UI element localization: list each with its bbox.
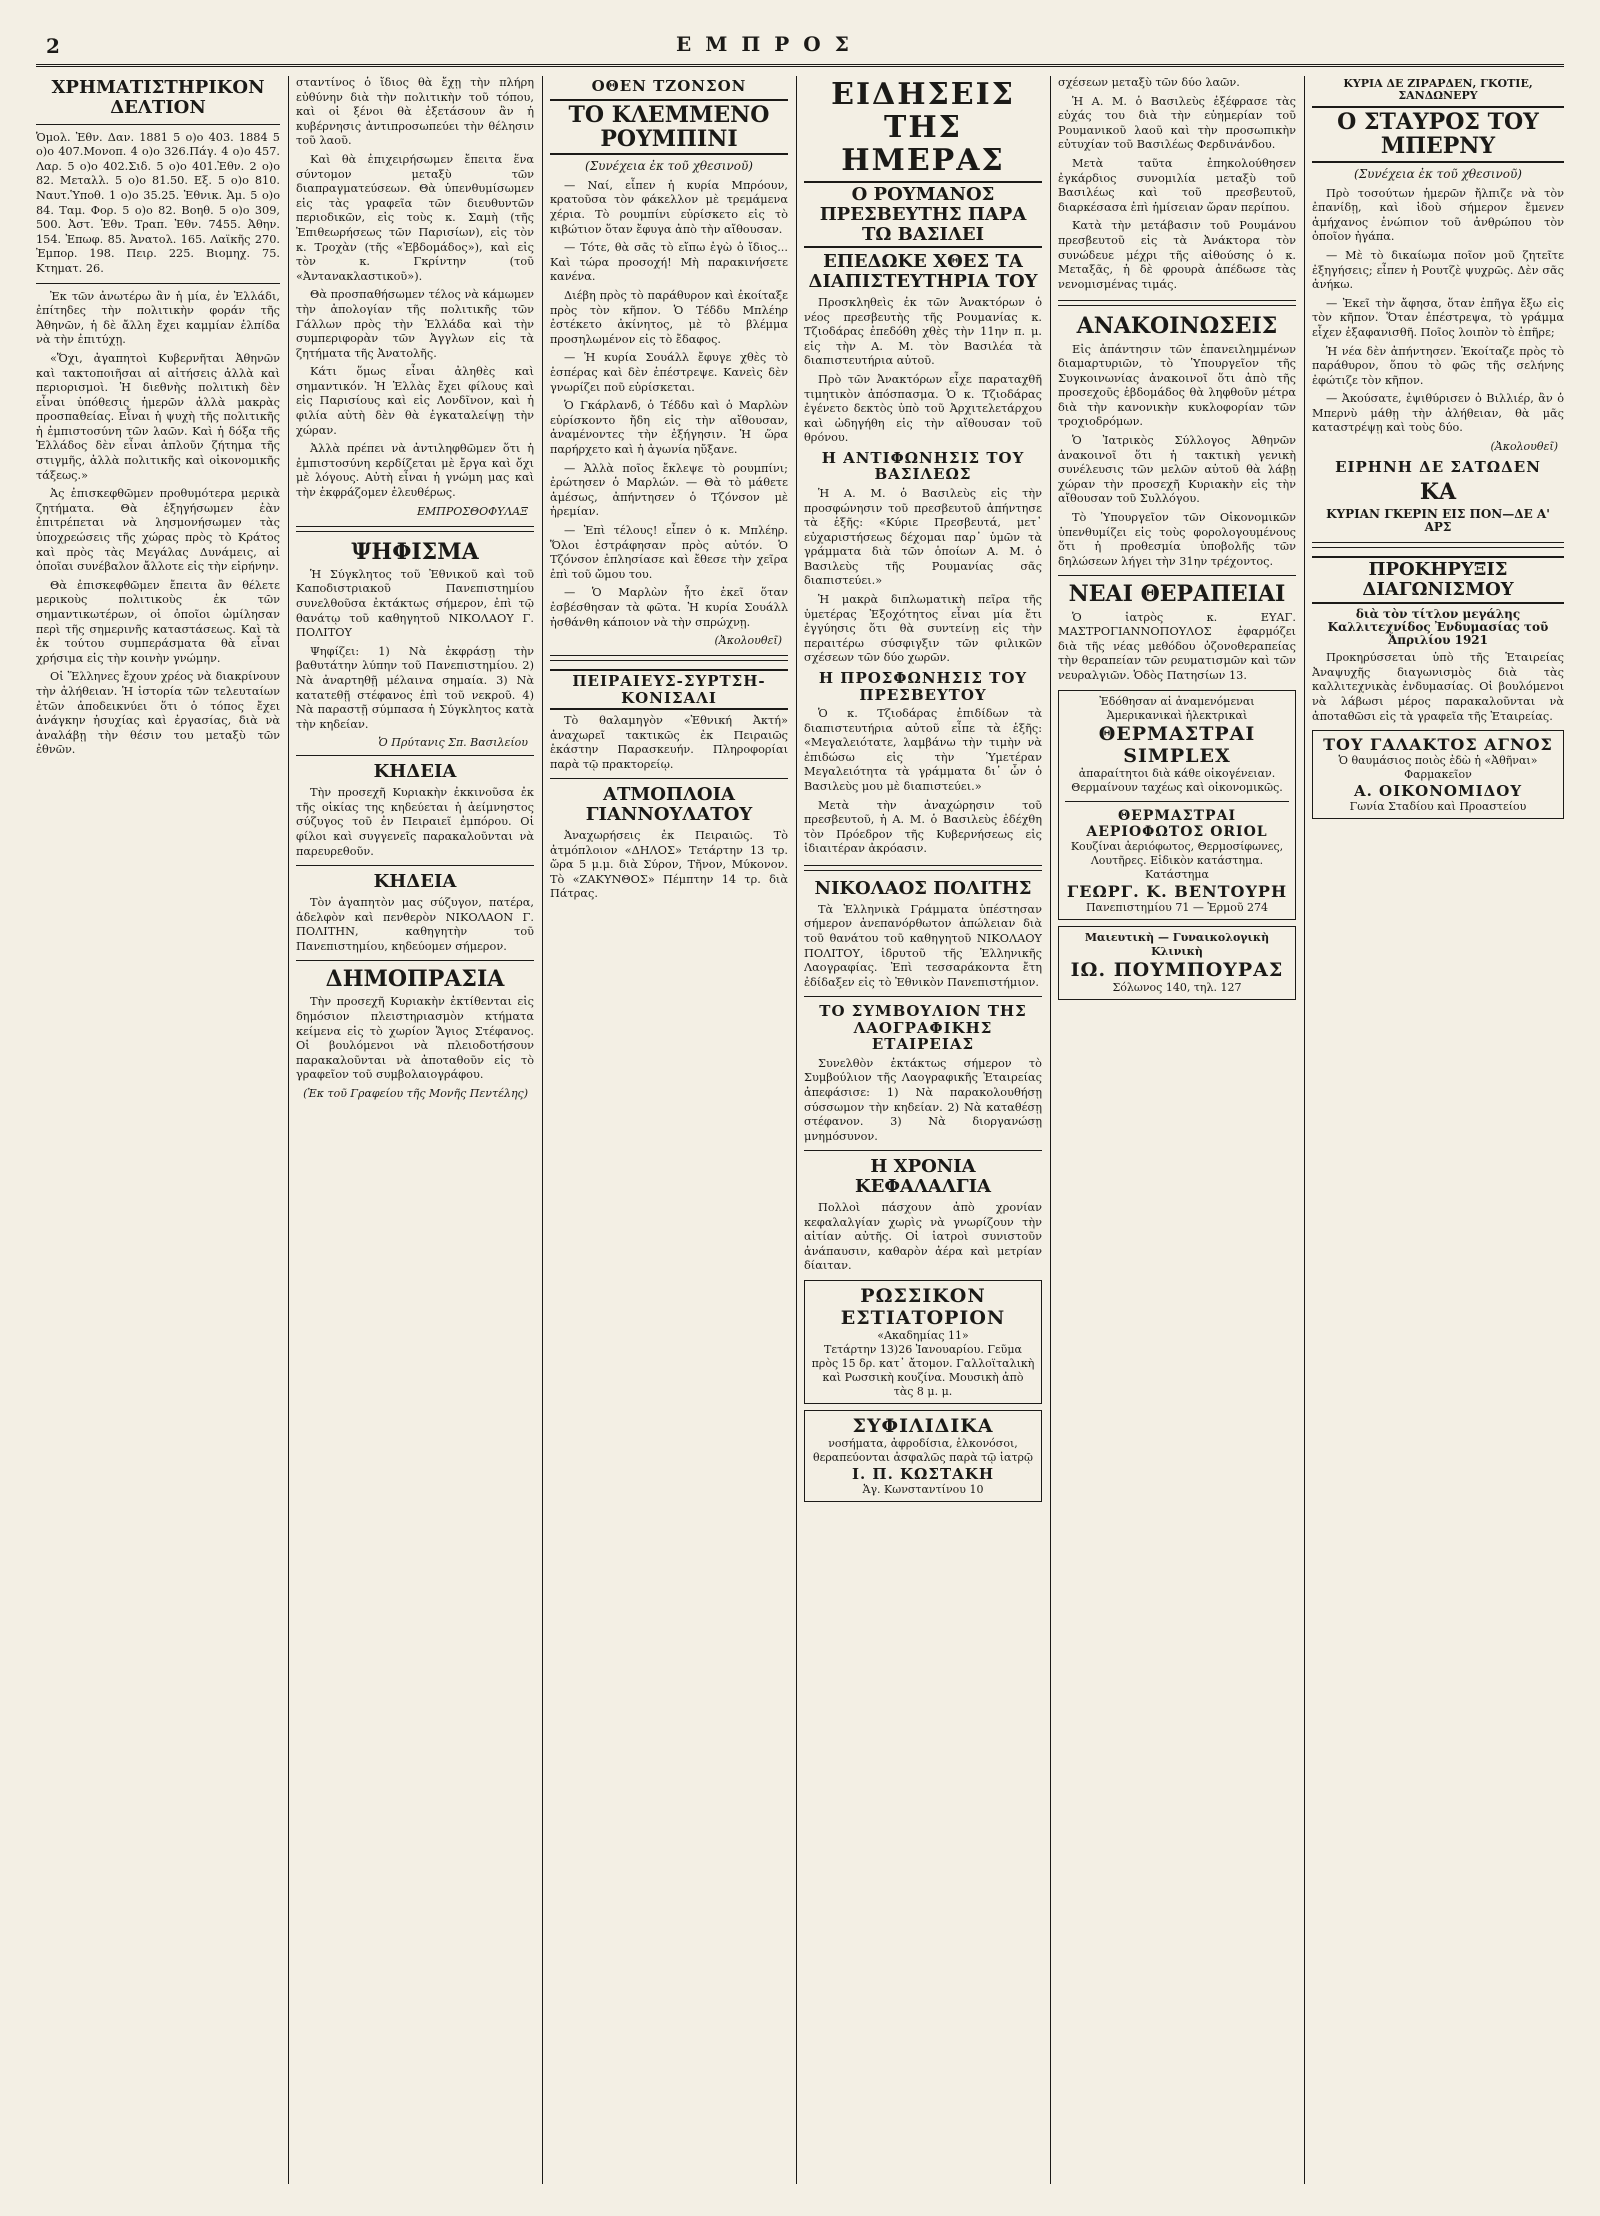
auction-title: ΔΗΜΟΠΡΑΣΙΑ: [325, 966, 505, 993]
subheadline: ΕΠΕΔΩΚΕ ΧΘΕΣ ΤΑ ΔΙΑΠΙΣΤΕΥΤΗΡΙΑ ΤΟΥ: [808, 251, 1038, 293]
article-paragraph: σταντίνος ὁ ἴδιος θὰ ἔχῃ τὴν πλήρη εὐθύνην διὰ τὴν πολιτικὴν τοῦ τόπου, καὶ οἱ ξένοι θὰ ἐξετάσουν ἂν ἡ κυβέρνησις ἀντιπροσωπεύει τὴν θέλησιν τοῦ λαοῦ.: [296, 76, 534, 148]
store-name: ΓΕΩΡΓ. Κ. ΒΕΝΤΟΥΡΗ: [1066, 881, 1288, 901]
story-continued: (Ἀκολουθεῖ): [714, 634, 782, 648]
story-paragraph: — Τότε, θὰ σᾶς τὸ εἴπω ἐγὼ ὁ ἴδιος... Καὶ τώρα προσοχή! Μὴ παρακινήσετε κανένα.: [550, 241, 788, 284]
story-kicker: ΚΥΡΙΑ ΔΕ ΖΙΡΑΡΔΕΝ, ΓΚΟΤΙΕ, ΣΑΝΔΩΝΕΡΥ: [1343, 77, 1533, 103]
column-rule: [796, 76, 797, 2184]
vote-title: ΨΗΦΙΣΜΑ: [351, 538, 479, 565]
pharmacy-ad-text: Ὁ θαυμάσιος ποιὸς ἐδὼ ἡ «Ἀθῆναι» Φαρμακεῖον: [1338, 754, 1538, 782]
funeral-title: ΚΗΔΕΙΑ: [373, 761, 457, 783]
auction-signature: (Ἐκ τοῦ Γραφείου τῆς Μονῆς Πεντέλης): [303, 1087, 528, 1101]
story-paragraph: — Ναί, εἶπεν ἡ κυρία Μπρόουν, κρατοῦσα τὸν φάκελλον μὲ τρεμάμενα χέρια. Τὸ ρουμπίνι εὑρίσκετο εἰς τὸ κιβώτιον ὅταν ἔφυγα ἀπὸ τὴν αἴθουσαν.: [550, 178, 788, 236]
divider: [36, 283, 280, 284]
column-6: [1312, 76, 1564, 2184]
vote-signature: Ὁ Πρύτανις Σπ. Βασιλείου: [378, 736, 528, 750]
news-paragraph: Κατὰ τὴν μετάβασιν τοῦ Ρουμάνου πρεσβευτοῦ εἰς τὰ Ἀνάκτορα τὸν συνώδευε μέχρι τῆς αἰθούσης ὁ κ. Μεταξᾶς, ἡ δὲ φρουρὰ ἀπέδωσε τὰς νενομισμένας τιμάς.: [1058, 219, 1296, 291]
clinic-ad: [1058, 926, 1296, 1000]
story-title: ΤΟ ΚΛΕΜΜΕΝΟ ΡΟΥΜΠΙΝΙ: [550, 99, 788, 155]
divider: [550, 655, 788, 661]
divider: [550, 778, 788, 779]
column-rule: [1050, 76, 1051, 2184]
story-paragraph: Διέβη πρὸς τὸ παράθυρον καὶ ἐκοίταξε πρὸς τὸν κῆπον. Ὁ Τέδδυ Μπλέηρ ἐστέκετο ἀκίνητος, μὲ τὸ βλέμμα προσηλωμένον εἰς τὸ ἔδαφος.: [550, 289, 788, 346]
column-3: [550, 76, 788, 2184]
author-signature: ΕΜΠΡΟΣΘΟΦΥΛΑΞ: [416, 504, 528, 518]
divider: [804, 1150, 1042, 1151]
article-paragraph: Κάτι ὅμως εἶναι ἀληθὲς καὶ σημαντικόν. Ἡ Ἑλλὰς ἔχει φίλους καὶ εἰς Παρισίους καὶ εἰς Λονδῖνον, καὶ ἡ φιλία αὐτὴ δὲν θὰ ἐγκαταλείψῃ τὴν χώραν.: [296, 365, 534, 437]
divider: [1065, 801, 1289, 802]
vote-paragraph: Ψηφίζει: 1) Νὰ ἐκφράσῃ τὴν βαθυτάτην λύπην τοῦ Πανεπιστημίου. 2) Νὰ ἀναρτηθῇ μέλαινα σημαία. 3) Νὰ κατατεθῇ στέφανος ἐπὶ τοῦ νεκροῦ. 4) Νὰ παραστῇ σύμπασα ἡ Σύγκλητος κατὰ τὴν κηδείαν.: [296, 644, 534, 731]
pharmacy-ad-name: Α. ΟΙΚΟΝΟΜΙΔΟΥ: [1353, 782, 1523, 801]
story-paragraph: — Ὁ Μαρλὼν ἦτο ἐκεῖ ὅταν ἐσβέσθησαν τὰ φῶτα. Ἡ κυρία Σουάλλ ἠσθάνθη κάποιον νὰ τὴν σπρώχνῃ.: [550, 586, 788, 629]
health-paragraph: Πολλοὶ πάσχουν ἀπὸ χρονίαν κεφαλαλγίαν χωρὶς νὰ γνωρίζουν τὴν αἰτίαν αὐτῆς. Οἱ ἰατροὶ συνιστοῦν ἀνάπαυσιν, καθαρὸν ἀέρα καὶ μετρίαν δίαιταν.: [804, 1201, 1042, 1273]
news-paragraph: Ἡ μακρὰ διπλωματικὴ πεῖρα τῆς ὑμετέρας Ἐξοχότητος εἶναι μία ἔτι ἐγγύησις ὅτι θὰ συντείνῃ εἰς τὴν περαιτέρω σύσφιγξιν τῶν φιλικῶν σχέσεων τῶν δύο χωρῶν.: [804, 593, 1042, 665]
column-2: [296, 76, 534, 2184]
article-paragraph: Θὰ προσπαθήσωμεν τέλος νὰ κάμωμεν τὴν ἀπολογίαν τῆς πολιτικῆς τῶν Γάλλων πρὸς τὴν Ἑλλάδα καὶ τὴν συμπεριφορὰν τῶν Ἀγγλων εἰς τὰ ζητήματα τῆς Ἀνατολῆς.: [296, 288, 534, 360]
divider: [804, 996, 1042, 997]
article-paragraph: Ἐκ τῶν ἀνωτέρω ἂν ἡ μία, ἐν Ἑλλάδι, ἐπίτηδες τὴν πολιτικὴν φοράν τῆς Ἀθηνῶν, ἡ δὲ ἄλλη ἔχει καμμίαν ἐλπίδα νὰ τὴν ἐπιτύχῃ.: [36, 289, 280, 347]
doctor-ad-address: Ἁγ. Κωνσταντίνου 10: [862, 1482, 984, 1496]
restaurant-ad-subtitle: «Ακαδημίας 11»: [877, 1328, 969, 1342]
ship-line-title: ΑΤΜΟΠΛΟΙΑ ΓΙΑΝΝΟΥΛΑΤΟΥ: [585, 784, 753, 826]
pharmacy-ad: [1312, 730, 1564, 819]
heater-ad-text: ἀπαραίτητοι διὰ κάθε οἰκογένειαν. Θερμαίνουν ταχέως καὶ οἰκονομικῶς.: [1071, 766, 1283, 794]
divider: [296, 960, 534, 961]
restaurant-ad-title: ΡΩΣΣΙΚΟΝ ΕΣΤΙΑΤΟΡΙΟΝ: [840, 1284, 1006, 1329]
story-author: ΕΙΡΗΝΗ ΔΕ ΣΑΤΩΔΕΝ: [1335, 458, 1541, 477]
dedication-title: ΚΑ: [1419, 478, 1457, 505]
funeral-paragraph: Τὸν ἀγαπητὸν μας σύζυγον, πατέρα, ἀδελφὸν καὶ πενθερὸν ΝΙΚΟΛΑΟΝ Γ. ΠΟΛΙΤΗΝ, καθηγητὴν τοῦ Πανεπιστημίου, κηδεύομεν σήμερον.: [296, 895, 534, 953]
council-title: ΤΟ ΣΥΜΒΟΥΛΙΟΝ ΤΗΣ ΛΑΟΓΡΑΦΙΚΗΣ ΕΤΑΙΡΕΙΑΣ: [819, 1002, 1027, 1054]
treatments-paragraph: Ὁ ἰατρὸς κ. ΕΥΑΓ. ΜΑΣΤΡΟΓΙΑΝΝΟΠΟΥΛΟΣ ἐφαρμόζει διὰ τῆς νέας μεθόδου ὀζονοθεραπείας τὴν θεραπείαν τῶν ρευματισμῶν καὶ τῶν νευραλγιῶν. Ὁδὸς Πατησίων 13.: [1058, 610, 1296, 682]
news-paragraph: Ἡ Α. Μ. ὁ Βασιλεὺς ἐξέφρασε τὰς εὐχάς του διὰ τὴν εὐημερίαν τοῦ Ρουμανικοῦ λαοῦ καὶ τὴν προσωπικὴν εὐτυχίαν τοῦ Βασιλέως Φερδινάνδου.: [1058, 94, 1296, 152]
heater-ad: [1058, 690, 1296, 920]
article-paragraph: Ἀλλὰ πρέπει νὰ ἀντιληφθῶμεν ὅτι ἡ ἐμπιστοσύνη κερδίζεται μὲ ἔργα καὶ ὄχι μὲ λόγους. Αὐτὴ εἶναι ἡ γνώμη μας καὶ τὴν ἐκφράζομεν ἐλευθέρως.: [296, 442, 534, 500]
shipping-notice-title: ΠΕΙΡΑΙΕΥΣ-ΣΥΡΤΣΗ-ΚΟΝΙΣΑΛΙ: [550, 669, 788, 710]
news-paragraph: Ὁ κ. Τζιοδάρας ἐπιδίδων τὰ διαπιστευτήρια αὐτοῦ εἶπε τὰ ἑξῆς: «Μεγαλειότατε, λαμβάνω τὴν τιμὴν νὰ ἐπιδώσω εἰς τὴν Ὑμετέραν Μεγαλειότητα τὰ γράμματα δι᾽ ὧν ὁ Βασιλεὺς μου μὲ διαπιστεύει.»: [804, 707, 1042, 794]
auction-paragraph: Τὴν προσεχῆ Κυριακὴν ἐκτίθενται εἰς δημόσιον πλειστηριασμὸν κτήματα κείμενα εἰς τὸ χωρίον Ἅγιος Στέφανος. Οἱ βουλόμενοι νὰ πλειοδοτήσουν παρακαλοῦνται νὰ ἀποταθοῦν εἰς τὸ γραφεῖον τοῦ συμβολαιογράφου.: [296, 995, 534, 1082]
masthead: ΕΜΠΡΟΣ: [676, 32, 863, 56]
column-5: [1058, 76, 1296, 2184]
story-paragraph: — Ἐκεῖ τὴν ἄφησα, ὅταν ἐπῆγα ἔξω εἰς τὸν κῆπον. Ὅταν ἐπέστρεψα, τὸ γράμμα εἶχεν ἐξαφανισθῆ. Ποῖος λοιπὸν τὸ ἐπῆρε;: [1312, 296, 1564, 339]
funeral-title: ΚΗΔΕΙΑ: [373, 871, 457, 893]
news-paragraph: Ἡ Α. Μ. ὁ Βασιλεὺς εἰς τὴν προσφώνησιν τοῦ πρεσβευτοῦ ἀπήντησε τὰ ἑξῆς: «Κύριε Πρεσβευτά, μετ᾽ εὐχαριστήσεως δέχομαι παρ᾽ ὑμῶν τὰ γράμματα διὰ τῶν ὁποίων Α. Μ. ὁ Βασιλεὺς τῆς Ρουμανίας σᾶς διαπιστεύει.»: [804, 486, 1042, 588]
doctor-ad-name: Ι. Π. ΚΩΣΤΑΚΗ: [851, 1464, 995, 1483]
restaurant-ad: [804, 1280, 1042, 1404]
pharmacy-ad-address: Γωνία Σταδίου καὶ Προαστείου: [1349, 800, 1527, 814]
article-paragraph: Θὰ ἐπισκεφθῶμεν ἔπειτα ἂν θέλετε μερικοὺς πολιτικοὺς ἐκ τῶν σημαντικωτέρων, οἱ ὁποῖοι ὡμίλησαν περὶ τῆς σημερινῆς καταστάσεως. Καὶ τὰ ἐκ τούτου συμπεράσματα θὰ εἶναι χρήσιμα εἰς τὴν κοινὴν γνώμην.: [36, 578, 280, 665]
restaurant-ad-text: Τετάρτην 13)26 Ἰανουαρίου. Γεῦμα πρὸς 15 δρ. κατ᾽ ἄτομον. Γαλλοϊταλικὴ καὶ Ρωσσικὴ κουζίνα. Μουσικὴ ἀπὸ τὰς 8 μ. μ.: [811, 1342, 1035, 1398]
story-paragraph: Πρὸ τοσούτων ἡμερῶν ἤλπιζε νὰ τὸν ἐπανίδῃ, καὶ ἰδοὺ σήμερον ἔμενεν ἀμήχανος ἐνώπιον τοῦ ἀνθρώπου τὸν ὁποῖον ἠγάπα.: [1312, 186, 1564, 244]
article-paragraph: «Ὅχι, ἀγαπητοὶ Κυβερνῆται Ἀθηνῶν καὶ τακτοποιῆσαι αἱ αἰτήσεις ἀλλὰ καὶ περιορισμοὶ. Ἡ διεθνὴς πολιτικὴ δὲν εἶναι ὑπόθεσις ἡμερῶν ἀλλὰ μακρὰς προσπαθείας. Εἶναι ἡ ψυχὴ τῆς πολιτικῆς ἡ ἐμπιστοσύνη τῶν λαῶν. Καὶ ἡ δόξα τῆς Ἑλλάδος δὲν εἶναι ἁπλοῦν ζήτημα τῆς στιγμῆς, ἀλλὰ πολιτικῆς καὶ οἰκονομικῆς τάξεως.»: [36, 351, 280, 482]
news-paragraph: Μετὰ ταῦτα ἐπηκολούθησεν ἐγκάρδιος συνομιλία μεταξὺ τοῦ Βασιλέως καὶ τοῦ πρεσβευτοῦ, διαρκέσασα ἐπὶ ἡμίσειαν ὥραν περίπου.: [1058, 156, 1296, 214]
news-paragraph: Πρὸ τῶν Ἀνακτόρων εἶχε παραταχθῆ τιμητικὸν ἀπόσπασμα. Ὁ κ. Τζιοδάρας ἐγένετο δεκτὸς ὑπὸ τοῦ Ἀρχιτελετάρχου καὶ ὡδηγήθη εἰς τὴν αἴθουσαν τοῦ θρόνου.: [804, 372, 1042, 445]
divider: [296, 865, 534, 866]
column-1: [36, 76, 280, 2184]
exchange-title: ΧΡΗΜΑΤΙΣΤΗΡΙΚΟΝ ΔΕΛΤΙΟΝ: [51, 77, 265, 118]
ship-line-paragraph: Ἀναχωρήσεις ἐκ Πειραιῶς. Τὸ ἀτμόπλοιον «ΔΗΛΟΣ» Τετάρτην 13 τρ. ὥρα 5 μ.μ. διὰ Σύρον, Τῆνον, Μύκονον. Τὸ «ΖΑΚΥΝΘΟΣ» Πέμπτην 14 τρ. διὰ Πάτρας.: [550, 829, 788, 901]
column-4: [804, 76, 1042, 2184]
health-title: Η ΧΡΟΝΙΑ ΚΕΦΑΛΑΛΓΙΑ: [854, 1156, 992, 1198]
vote-paragraph: Ἡ Σύγκλητος τοῦ Ἐθνικοῦ καὶ τοῦ Καποδιστριακοῦ Πανεπιστημίου συνελθοῦσα ἐκτάκτως σήμερον, ἐπὶ τῷ θανάτῳ τοῦ καθηγητοῦ ΝΙΚΟΛΑΟΥ Γ. ΠΟΛΙΤΟΥ: [296, 567, 534, 640]
gas-heater-text: Κουζίναι ἀεριόφωτος, Θερμοσίφωνες, Λουτῆρες. Εἰδικὸν κατάστημα.: [1070, 839, 1284, 867]
announcement-paragraph: Τὸ Ὑπουργεῖον τῶν Οἰκονομικῶν ὑπενθυμίζει εἰς τοὺς φορολογουμένους ὅτι ἡ προθεσμία ὑποβολῆς τῶν δηλώσεων λήγει τὴν 31ην τρέχοντος.: [1058, 511, 1296, 568]
story-continued: (Ἀκολουθεῖ): [1490, 440, 1558, 454]
newspaper-page: [36, 30, 1564, 2190]
obituary-title: ΝΙΚΟΛΑΟΣ ΠΟΛΙΤΗΣ: [814, 877, 1032, 899]
divider: [1058, 300, 1296, 306]
section-title: ΕΙΔΗΣΕΙΣ ΤΗΣ ΗΜΕΡΑΣ: [831, 77, 1015, 178]
clinic-ad-name: ΙΩ. ΠΟΥΜΠΟΥΡΑΣ: [1070, 958, 1284, 981]
page-header: [36, 30, 1564, 67]
article-paragraph: Ἀς ἐπισκεφθῶμεν προθυμότερα μερικὰ ζητήματα. Θὰ ἐξηγήσωμεν ἐὰν ἐπιτρέπεται νὰ λησμονήσωμεν τὰς ὑποχρεώσεις τῆς χώρας πρὸς τὸ Κράτος καὶ πρὸς τὰς Μεγάλας Δυνάμεις, αἱ ὁποῖαι συνέβαλον ἄλλοτε εἰς τὴν εἰρήνην.: [36, 487, 280, 574]
story-paragraph: Ἡ νέα δὲν ἀπήντησεν. Ἐκοίταζε πρὸς τὸ παράθυρον, ὅπου τὸ φῶς τῆς σελήνης ἐφώτιζε τὸν κῆπον.: [1312, 344, 1564, 387]
news-paragraph: σχέσεων μεταξὺ τῶν δύο λαῶν.: [1058, 76, 1240, 89]
divider: [296, 755, 534, 756]
shipping-notice-paragraph: Τὸ θαλαμηγὸν «Ἑθνική Ἀκτή» ἀναχωρεῖ τακτικῶς ἐκ Πειραιῶς ἑκάστην Παρασκευήν. Πληροφορίαι παρὰ τῷ πρακτορείῳ.: [550, 714, 788, 771]
dedication-subtitle: ΚΥΡΙΑΝ ΓΚΕΡΙΝ ΕΙΣ ΠΟΝ—ΔΕ Α' ΑΡΣ: [1326, 506, 1550, 534]
council-paragraph: Συνελθὸν ἐκτάκτως σήμερον τὸ Συμβούλιον τῆς Λαογραφικῆς Ἑταιρείας ἀπεφάσισε: 1) Νὰ παρακολουθήσῃ σύσσωμον τὴν κηδείαν. 2) Νὰ καταθέσῃ στέφανον. 3) Νὰ διοργανώσῃ μνημόσυνον.: [804, 1056, 1042, 1143]
story-paragraph: Ὁ Γκάρλανδ, ὁ Τέδδυ καὶ ὁ Μαρλὼν εὑρίσκοντο ἤδη εἰς τὴν αἴθουσαν, ἀναμένοντες τὴν ἐξήγησιν. Ἡ ὥρα παρήρχετο καὶ ἡ ἀγωνία ηὔξανε.: [550, 399, 788, 456]
obituary-paragraph: Τὰ Ἑλληνικὰ Γράμματα ὑπέστησαν σήμερον ἀνεπανόρθωτον ἀπώλειαν διὰ τοῦ θανάτου τοῦ καθηγητοῦ ΝΙΚΟΛΑΟΥ ΠΟΛΙΤΟΥ, ἱδρυτοῦ τῆς Ἑλληνικῆς Λαογραφίας. Ἐπὶ τεσσαράκοντα ἔτη ἐδίδαξεν εἰς τὸ Ἐθνικὸν Πανεπιστήμιον.: [804, 902, 1042, 989]
headline: Ο ΡΟΥΜΑΝΟΣ ΠΡΕΣΒΕΥΤΗΣ ΠΑΡΑ ΤΩ ΒΑΣΙΛΕΙ: [804, 181, 1042, 248]
clinic-ad-title: Μαιευτικὴ — Γυναικολογικὴ Κλινικὴ: [1084, 930, 1270, 958]
doctor-ad-title: ΣΥΦΙΛΙΔΙΚΑ: [852, 1414, 994, 1437]
contest-title: ΠΡΟΚΗΡΥΞΙΣ ΔΙΑΓΩΝΙΣΜΟΥ: [1312, 556, 1564, 604]
store-address: Πανεπιστημίου 71 — Ἑρμοῦ 274: [1085, 900, 1269, 914]
doctor-ad-text: νοσήματα, ἀφροδίσια, ἑλκονόσοι, θεραπεύονται ἀσφαλῶς παρὰ τῷ ἰατρῷ: [813, 1436, 1033, 1464]
story-paragraph: — Ἡ κυρία Σουάλλ ἔφυγε χθὲς τὸ ἑσπέρας καὶ δὲν ἐπέστρεψε. Κανεὶς δὲν γνωρίζει ποῦ εὑρίσκεται.: [550, 351, 788, 394]
column-rule: [1304, 76, 1305, 2184]
story-paragraph: — Ἀλλὰ ποῖος ἔκλεψε τὸ ρουμπίνι; ἐρώτησεν ὁ Μαρλών. — Θὰ τὸ μάθετε ἀμέσως, ἀπήντησεν ὁ Τζόνσον μὲ ἠρεμίαν.: [550, 461, 788, 519]
announcement-paragraph: Εἰς ἀπάντησιν τῶν ἐπανειλημμένων διαμαρτυριῶν, τὸ Ὑπουργεῖον τῆς Συγκοινωνίας ἀνακοινοῖ ὅτι ἀπὸ τῆς προσεχοῦς ἑβδομάδος θὰ ληφθοῦν μέτρα διὰ τὴν κανονικὴν κυκλοφορίαν τῶν τροχιοδρόμων.: [1058, 342, 1296, 429]
column-rule: [542, 76, 543, 2184]
heater-ad-title: ΘΕΡΜΑΣΤΡΑΙ SIMPLEX: [1098, 722, 1256, 767]
story-title: Ο ΣΤΑΥΡΟΣ ΤΟΥ ΜΠΕΡΝΥ: [1312, 106, 1564, 162]
article-paragraph: Καὶ θὰ ἐπιχειρήσωμεν ἔπειτα ἕνα σύντομον μεταξὺ τῶν διαπραγματεύσεων. Θὰ ὑπενθυμίσωμεν εἰς τὰς γραφεῖα τῶν διευθυντῶν περιοδικῶν, εἰς τοὺς κ. Σαμὴ (τῆς Ἐπιθεωρήσεως τῶν Παρισίων), εἰς τὸν κ. Τροχὰν (τῆς «Ἐβδομάδος»), καὶ εἰς τὸν κ. Γκρίντην (τοῦ «Ἀντανακλαστικοῦ»).: [296, 152, 534, 283]
divider: [296, 526, 534, 532]
article-paragraph: Οἱ Ἕλληνες ἔχουν χρέος νὰ διακρίνουν τὴν ἀλήθειαν. Ἡ ἱστορία τῶν τελευταίων ἐτῶν ἀποδεικνύει ὅτι ὁ τόπος ἔχει ἀνάγκην ἡσυχίας καὶ ἐργασίας, διὰ νὰ ἀναλάβῃ τὴν θέσιν του μεταξὺ τῶν ἐθνῶν.: [36, 670, 280, 757]
divider: [1312, 542, 1564, 548]
store-label: Κατάστημα: [1145, 867, 1209, 881]
announcements-title: ΑΝΑΚΟΙΝΩΣΕΙΣ: [1076, 313, 1278, 340]
exchange-quotes: Ὁμολ. Ἐθν. Δαν. 1881 5 ο)ο 403. 1884 5 ο)ο 407.Μονοπ. 4 ο)ο 326.Πάγ. 4 ο)ο 457. Λαρ. 5 ο)ο 402.Σιδ. 5 ο)ο 401.Ἐθν. 2 ο)ο 82. Μεταλλ. 5 ο)ο 81.50. Εξ. 5 ο)ο 810. Ναυτ.Ὑποθ. 1 ο)ο 35.25. Ἐθνικ. Ἀμ. 5 ο)ο 84. Ταμ. Φορ. 5 ο)ο 82. Βοηθ. 5 ο)ο 309, 500. Ἀστ. Ἐθν. Τραπ. Ἐθν. 7455. Ἀθην. 154. Ἐπωφ. 85. Ἀνατολ. 165. Λαϊκῆς 270. Ἐμπορ. 198. Πειρ. 225. Βιομηχ. 75. Κτηματ. 26.: [36, 130, 280, 275]
column-rule: [288, 76, 289, 2184]
heater-ad-intro: Ἐδόθησαν αἱ ἀναμενόμεναι Ἀμερικανικαὶ ἠλεκτρικαὶ: [1099, 694, 1255, 722]
pharmacy-ad-title: ΤΟΥ ΓΑΛΑΚΤΟΣ ΑΓΝΟΣ: [1323, 735, 1553, 755]
divider: [804, 865, 1042, 871]
news-paragraph: Προσκληθεὶς ἐκ τῶν Ἀνακτόρων ὁ νέος πρεσβευτὴς τῆς Ρουμανίας κ. Τζιοδάρας ἐπεδόθη χθὲς τὴν 11ην π. μ. εἰς τὴν Α. Μ. τὸν Βασιλέα τὰ διαπιστευτήρια αὐτοῦ.: [804, 295, 1042, 368]
news-subheading: Η ΠΡΟΣΦΩΝΗΣΙΣ ΤΟΥ ΠΡΕΣΒΕΥΤΟΥ: [818, 669, 1028, 704]
contest-paragraph: Προκηρύσσεται ὑπὸ τῆς Ἑταιρείας Ἀναψυχῆς διαγωνισμὸς διὰ τὰς καλλιτεχνικὰς ἐνδυμασίας. Οἱ βουλόμενοι νὰ λάβωσι μέρος παρακαλοῦνται νὰ ἀποταθῶσι εἰς τὰ γραφεῖα τῆς Ἑταιρείας.: [1312, 651, 1564, 723]
gas-heater-title: ΘΕΡΜΑΣΤΡΑΙ ΑΕΡΙΟΦΩΤΟΣ ORIOL: [1086, 807, 1268, 840]
divider: [36, 124, 280, 125]
clinic-ad-address: Σόλωνος 140, τηλ. 127: [1112, 980, 1242, 994]
story-subtitle: (Συνέχεια ἐκ τοῦ χθεσινοῦ): [1354, 166, 1522, 181]
doctor-ad: [804, 1410, 1042, 1502]
page-number: 2: [46, 34, 60, 58]
story-paragraph: — Ἐπὶ τέλους! εἶπεν ὁ κ. Μπλέηρ. Ὅλοι ἐστράφησαν πρὸς αὐτόν. Ὁ Τζόνσον ἐπλησίασε καὶ ἔθεσε τὴν χεῖρα ἐπὶ τοῦ ὤμου του.: [550, 523, 788, 581]
story-kicker: ΟΘΕΝ ΤΖΟΝΣΟΝ: [591, 77, 747, 95]
story-paragraph: — Μὲ τὸ δικαίωμα ποῖον μοῦ ζητεῖτε ἐξηγήσεις; εἶπεν ἡ Ρουτζὲ ψυχρῶς. Δὲν σᾶς ἀνήκω.: [1312, 248, 1564, 292]
divider: [1058, 575, 1296, 576]
news-paragraph: Μετὰ τὴν ἀναχώρησιν τοῦ πρεσβευτοῦ, ἡ Α. Μ. ὁ Βασιλεὺς ἐδέχθη τὸν Πρόεδρον τῆς Κυβερνήσεως εἰς ἰδιαιτέραν ἀκρόασιν.: [804, 798, 1042, 856]
story-subtitle: (Συνέχεια ἐκ τοῦ χθεσινοῦ): [585, 158, 753, 173]
news-subheading: Η ΑΝΤΙΦΩΝΗΣΙΣ ΤΟΥ ΒΑΣΙΛΕΩΣ: [821, 448, 1025, 484]
announcement-paragraph: Ὁ Ἰατρικὸς Σύλλογος Ἀθηνῶν ἀνακοινοῖ ὅτι ἡ τακτικὴ γενικὴ συνέλευσις τῶν μελῶν αὐτοῦ θὰ λάβῃ χώραν τὴν προσεχῆ Κυριακὴν εἰς τὴν αἴθουσαν τοῦ Συλλόγου.: [1058, 434, 1296, 506]
treatments-title: ΝΕΑΙ ΘΕΡΑΠΕΙΑΙ: [1068, 581, 1286, 608]
story-paragraph: — Ἀκούσατε, ἐψιθύρισεν ὁ Βιλλιέρ, ἂν ὁ Μπερνὺ μάθῃ τὴν ἀλήθειαν, θὰ μᾶς καταστρέψῃ καὶ τοὺς δύο.: [1312, 392, 1564, 435]
contest-subtitle: διὰ τὸν τίτλον μεγάλης Καλλιτεχνίδος Ἐνδυμασίας τοῦ Ἀπριλίου 1921: [1327, 606, 1549, 648]
funeral-paragraph: Τὴν προσεχῆ Κυριακὴν ἐκκινοῦσα ἐκ τῆς οἰκίας της κηδεύεται ἡ ἀείμνηστος σύζυγος τοῦ ἐν Πειραιεῖ ἐμπόρου. Οἱ φίλοι καὶ συγγενεῖς παρακαλοῦνται νὰ παρευρεθοῦν.: [296, 786, 534, 858]
